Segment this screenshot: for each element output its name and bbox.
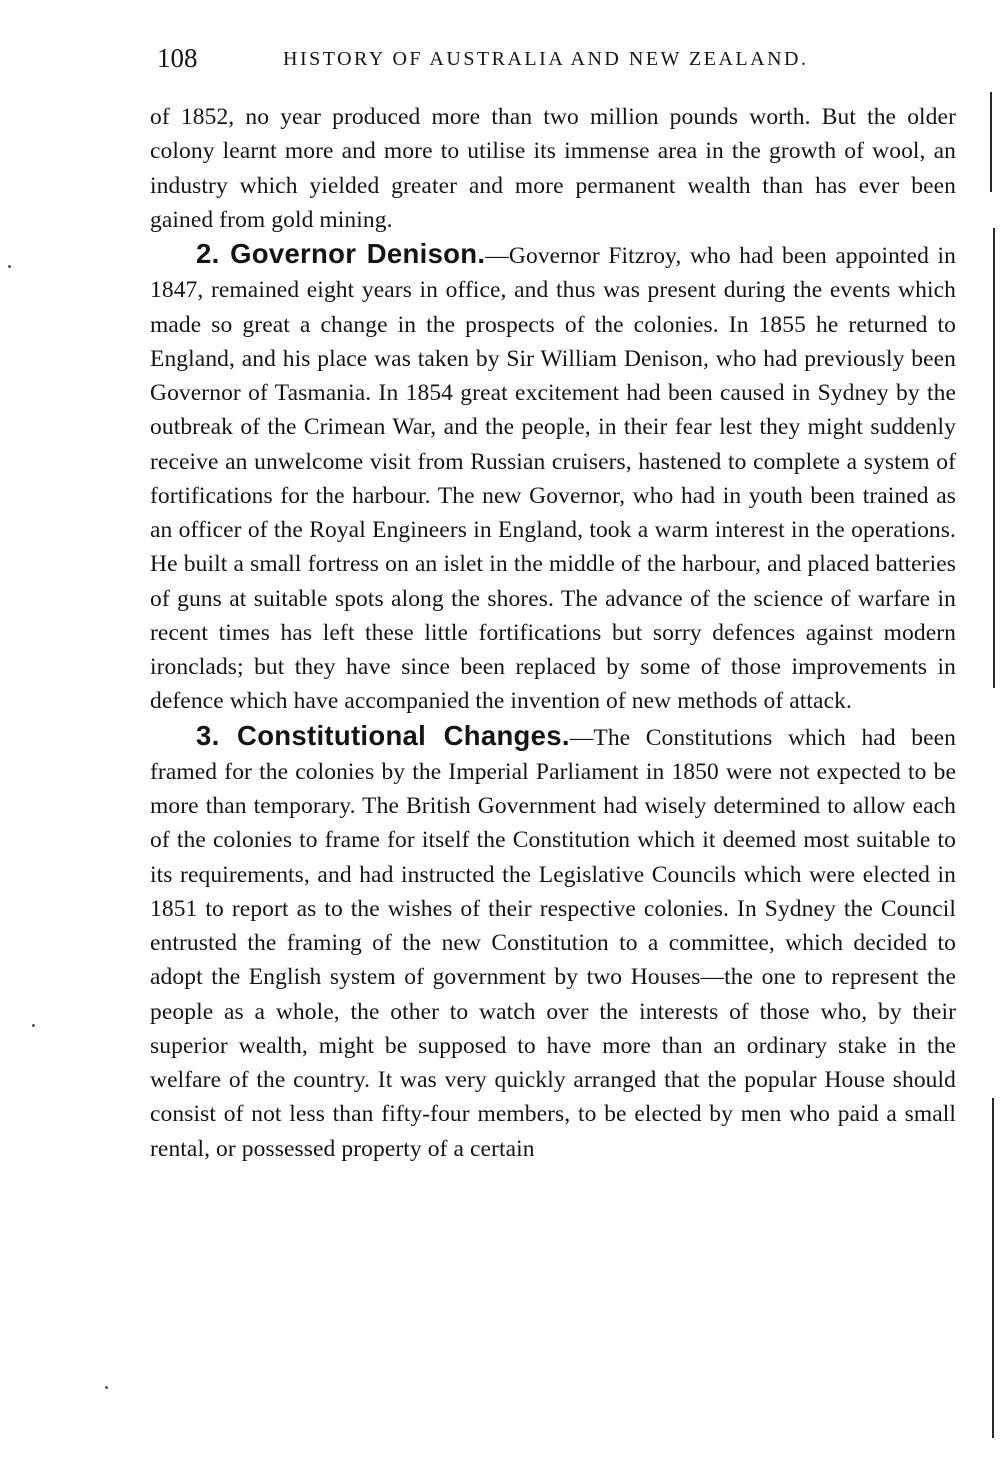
- paragraph-constitutional-changes: [150, 719, 956, 1166]
- paragraph-text: of 1852, no year produced more than two million pounds worth. But the older colony learnt more and more to utilise its immense area in the growth of wool, an industry which yielded greater and more permanent wealth than has ever been gained from gold mining.: [150, 104, 956, 233]
- scan-edge-line: [990, 92, 992, 192]
- paragraph-text: —Governor Fitzroy, who had been appointed in 1847, remained eight years in office, and thus was present during the events which made so great a change in the prospects of the colonies. In 1855 he returned to England, and his place was taken by Sir William Denison, who had previously been Governor of Tasmania. In 1854 great excitement had been caused in Sydney by the outbreak of the Crimean War, and the people, in their fear lest they might suddenly receive an unwelcome visit from Russian cruisers, hastened to complete a system of fortifications for the harbour. The new Governor, who had in youth been trained as an officer of the Royal Engineers in England, took a warm interest in the operations. He built a small fortress on an islet in the middle of the harbour, and placed batteries of guns at suitable spots along the shores. The advance of the science of warfare in recent times has left these little fortifications but sorry defences against modern ironclads; but they have since been replaced by some of those improvements in defence which have accompanied the invention of new methods of attack.: [150, 243, 956, 715]
- scan-edge-line: [992, 1098, 994, 1438]
- running-title: HISTORY OF AUSTRALIA AND NEW ZEALAND.: [283, 48, 809, 70]
- running-head: [157, 40, 957, 76]
- section-heading-governor-denison: 2. Governor Denison.: [196, 238, 486, 269]
- body-text: [150, 100, 956, 1166]
- paragraph-governor-denison: [150, 237, 956, 719]
- section-heading-constitutional-changes: 3. Constitutional Changes.: [196, 719, 570, 751]
- scan-speck: [105, 1386, 108, 1389]
- scan-speck: [32, 1024, 35, 1027]
- paragraph-continued: [150, 100, 956, 237]
- scan-edge-line: [993, 228, 995, 688]
- paragraph-text: —The Constitutions which had been framed for the colonies by the Imperial Parliament in 1850 were not expected to be more than temporary. The British Government had wisely determined to allow each of the colonies to frame for itself the Constitution which it deemed most suitable to its requirements, and had instructed the Legislative Councils which were elected in 1851 to report as to the wishes of their respective colonies. In Sydney the Council entrusted the framing of the new Constitution to a committee, which decided to adopt the English system of government by two Houses—the one to represent the people as a whole, the other to watch over the interests of those who, by their superior wealth, might be supposed to have more than an ordinary stake in the welfare of the country. It was very quickly arranged that the popular House should consist of not less than fifty-four members, to be elected by men who paid a small rental, or possessed property of a certain: [150, 724, 956, 1162]
- page-number: 108: [157, 43, 198, 73]
- scan-speck: [8, 265, 11, 268]
